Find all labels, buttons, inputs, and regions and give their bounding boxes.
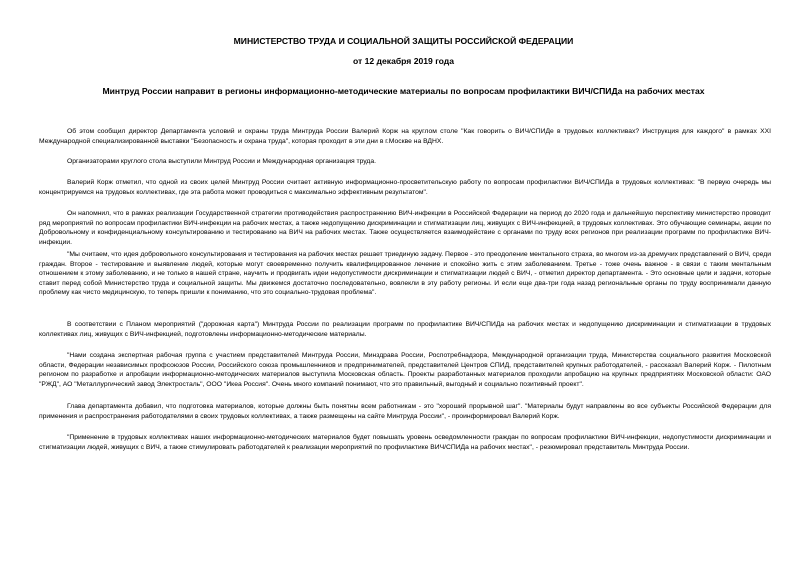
- paragraph-1: Об этом сообщил директор Департамента условий и охраны труда Минтруда России Валерий Корж на круглом столе "Как говорить о ВИЧ/СПИДе в трудовых коллективах? Инструкция для каждого" в рамках XXI Международной специализированной выставки "Безопасность и охрана труда", которая проходит в эти дни в г.Москве на ВДНХ.: [39, 128, 771, 145]
- paragraph-9: "Применение в трудовых коллективах наших информационно-методических материалов будет повышать уровень осведомленности граждан по вопросам профилактики ВИЧ-инфекции, недопустимости дискриминации и стигматизации людей, живущих с ВИЧ, а также стимулировать работодателей к реализации мероприятий по профилактике ВИЧ/СПИДа на рабочих местах", - резюмировал представитель Минтруда России.: [39, 434, 771, 451]
- paragraph-5: "Мы считаем, что идея добровольного консультирования и тестирования на рабочих местах решает триединую задачу. Первое - это преодоление ментального страха, во многом из-за дремучих представлений о ВИЧ, среди граждан. Второе - тестирование и выявление людей, которые могут своевременно получить квалифицированное лечение и спокойно жить с этим заболеванием. Третье - тоже очень важное - в связи с таким ментальным отношением к этому заболеванию, и не только в нашей стране, научить и продвигать идеи недопустимости дискриминации и стигматизации людей с ВИЧ, - отметил директор департамента. - Это основные цели и задачи, которые ставит перед собой Министерство труда и социальной защиты. Мы движемся достаточно последовательно, вовлекли в эту работу регионы. И если еще два-три года назад региональные органы по труду воспринимали данную проблему как чисто медицинскую, то теперь пришли к пониманию, что это социально-трудовая проблема".: [39, 251, 771, 296]
- paragraph-3: Валерий Корж отметил, что одной из своих целей Минтруд России считает активную информационно-просветительскую работу по вопросам профилактики ВИЧ/СПИДа в трудовых коллективах: "В первую очередь мы концентрируемся на трудовых коллективах, где эта работа может проводиться с максимально эффективным результатом".: [39, 179, 771, 196]
- document-title: Минтруд России направит в регионы информационно-методические материалы по вопросам профилактики ВИЧ/СПИДа на рабочих местах: [102, 86, 705, 96]
- paragraph-8: Глава департамента добавил, что подготовка материалов, которые должны быть понятны всем работникам - это "хороший прорывной шаг". "Материалы будут направлены во все субъекты Российской Федерации для применения и распространения работодателями в своих трудовых коллективах, а также размещены на сайте Минтруда России", - проинформировал Валерий Корж.: [39, 403, 771, 420]
- paragraph-6: В соответствии с Планом мероприятий ("дорожная карта") Минтруда России по реализации программ по профилактике ВИЧ/СПИДа на рабочих местах и недопущению дискриминации и стигматизации в трудовых коллективах лиц, живущих с ВИЧ-инфекцией, подготовлены информационно-методические материалы.: [39, 321, 771, 338]
- document-date: от 12 декабря 2019 года: [352, 56, 455, 66]
- paragraph-2: Организаторами круглого стола выступили Минтруд России и Международная организация труда.: [67, 158, 377, 165]
- paragraph-4: Он напомнил, что в рамках реализации Государственной стратегии противодействия распространению ВИЧ-инфекции в Российской Федерации на период до 2020 года и дальнейшую перспективу министерство проводит ряд мероприятий по вопросам профилактики ВИЧ-инфекции на рабочих местах, а также недопущению дискриминации и стигматизации лиц, живущих с ВИЧ-инфекцией, в трудовых коллективах. Это обучающие семинары, акции по Добровольному и конфиденциальному консультированию и тестированию на ВИЧ на рабочих местах. Также осуществляется взаимодействие с органами по труду всех регионов при реализации программ по профилактике ВИЧ-инфекции.: [39, 210, 771, 246]
- ministry-heading: МИНИСТЕРСТВО ТРУДА И СОЦИАЛЬНОЙ ЗАЩИТЫ РОССИЙСКОЙ ФЕДЕРАЦИИ: [233, 36, 574, 46]
- paragraph-7: "Нами создана экспертная рабочая группа с участием представителей Минтруда России, Минздрава России, Роспотребнадзора, Международной организации труда, Министерства социального развития Московской области, Федерации независимых профсоюзов России, Российского союза промышленников и предпринимателей, представителей Центров СПИД, представителей крупных работодателей, - рассказал Валерий Корж. - Пилотным регионом по разработке и апробации информационно-методических материалов выступила Московская область. Проекты разработанных материалов проходили апробацию на крупных предприятиях Московской области: ОАО "РЖД", АО "Металлургический завод Электросталь", ООО "Икеа Россия". Очень много компаний понимают, что это правильный, выгодный и социально позитивный проект".: [39, 352, 771, 388]
